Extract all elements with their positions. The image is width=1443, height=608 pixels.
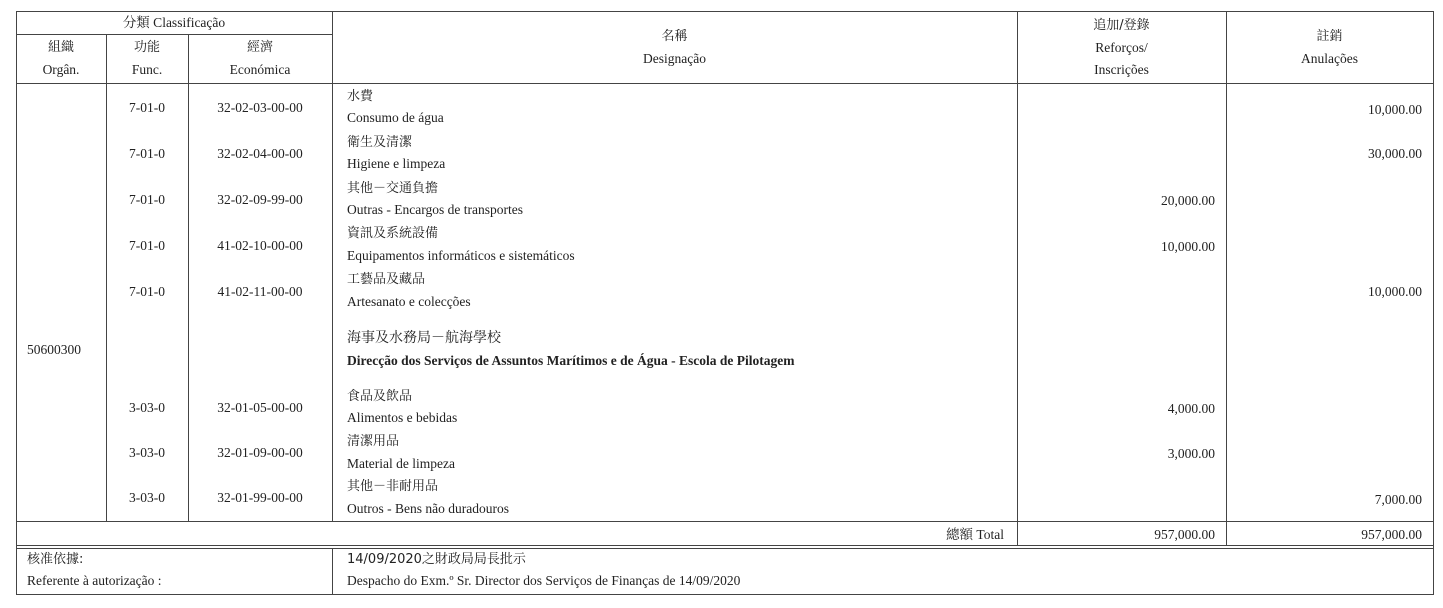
designacao-pt: Outras - Encargos de transportes (347, 202, 523, 217)
econ-code: 32-02-09-99-00 (217, 192, 303, 207)
header-anulacoes-zh: 註銷 (1316, 29, 1343, 44)
econ-code: 32-02-03-00-00 (217, 100, 303, 115)
header-reforcos-pt1: Reforços/ (1095, 40, 1148, 55)
anulacao-value: 10,000.00 (1368, 102, 1422, 117)
anulacao-value: 30,000.00 (1368, 146, 1422, 161)
header-economica-zh: 經濟 (246, 40, 273, 55)
designacao-pt: Outros - Bens não duradouros (347, 501, 509, 516)
econ-code: 41-02-10-00-00 (217, 238, 303, 253)
func-code: 7-01-0 (129, 192, 165, 207)
organ-code: 50600300 (27, 342, 81, 357)
func-code: 7-01-0 (129, 146, 165, 161)
reforco-value: 10,000.00 (1161, 239, 1215, 254)
header-organica-pt: Orgân. (42, 62, 80, 77)
designacao-zh: 資訊及系統設備 (347, 226, 439, 241)
section-title-pt: Direcção dos Serviços de Assuntos Marítimos e de Água - Escola de Pilotagem (347, 353, 795, 368)
func-code: 7-01-0 (129, 284, 165, 299)
footer-despacho-zh: 14/09/2020之財政局局長批示 (347, 552, 526, 567)
designacao-pt: Higiene e limpeza (347, 156, 446, 171)
designacao-pt: Consumo de água (347, 110, 444, 125)
func-code: 7-01-0 (129, 100, 165, 115)
header-funcional-zh: 功能 (133, 40, 160, 55)
reforco-value: 3,000.00 (1167, 446, 1215, 461)
designacao-zh: 工藝品及藏品 (347, 272, 426, 287)
func-code: 3-03-0 (129, 400, 165, 415)
reforco-value: 4,000.00 (1167, 401, 1215, 416)
header-economica-pt: Económica (229, 62, 291, 77)
econ-code: 32-01-09-00-00 (217, 445, 303, 460)
header-classificacao: 分類 Classificação (122, 15, 226, 30)
designacao-zh: 水費 (347, 89, 374, 104)
anulacao-value: 7,000.00 (1374, 492, 1422, 507)
designacao-zh: 衛生及清潔 (347, 135, 413, 150)
func-code: 3-03-0 (129, 445, 165, 460)
designacao-pt: Material de limpeza (347, 456, 455, 471)
designacao-zh: 食品及飲品 (347, 389, 413, 404)
econ-code: 32-02-04-00-00 (217, 146, 303, 161)
econ-code: 41-02-11-00-00 (217, 284, 303, 299)
anulacao-value: 10,000.00 (1368, 284, 1422, 299)
reforco-value: 20,000.00 (1161, 193, 1215, 208)
total-label: 總額 Total (946, 527, 1004, 542)
designacao-zh: 清潔用品 (347, 434, 400, 449)
econ-code: 32-01-05-00-00 (217, 400, 303, 415)
total-anulacoes: 957,000.00 (1361, 527, 1422, 542)
footer-ref-zh: 核准依據: (27, 552, 84, 567)
header-reforcos-pt2: Inscrições (1094, 62, 1149, 77)
header-funcional-pt: Func. (131, 62, 163, 77)
designacao-pt: Alimentos e bebidas (347, 410, 458, 425)
header-reforcos-zh: 追加/登錄 (1093, 18, 1150, 33)
designacao-zh: 其他－非耐用品 (347, 479, 439, 494)
header-anulacoes-pt: Anulações (1301, 51, 1358, 66)
header-designacao-pt: Designação (643, 51, 706, 66)
total-reforcos: 957,000.00 (1154, 527, 1215, 542)
footer-ref-pt: Referente à autorização : (27, 573, 162, 588)
designacao-zh: 其他－交通負擔 (347, 181, 439, 196)
func-code: 7-01-0 (129, 238, 165, 253)
func-code: 3-03-0 (129, 490, 165, 505)
header-organica-zh: 組織 (47, 40, 74, 55)
header-designacao-zh: 名稱 (661, 29, 688, 44)
designacao-pt: Equipamentos informáticos e sistemáticos (347, 248, 575, 263)
footer-despacho-pt: Despacho do Exm.º Sr. Director dos Serviços de Finanças de 14/09/2020 (347, 573, 741, 588)
designacao-pt: Artesanato e colecções (347, 294, 471, 309)
econ-code: 32-01-99-00-00 (217, 490, 303, 505)
section-title-zh: 海事及水務局－航海學校 (347, 330, 501, 346)
